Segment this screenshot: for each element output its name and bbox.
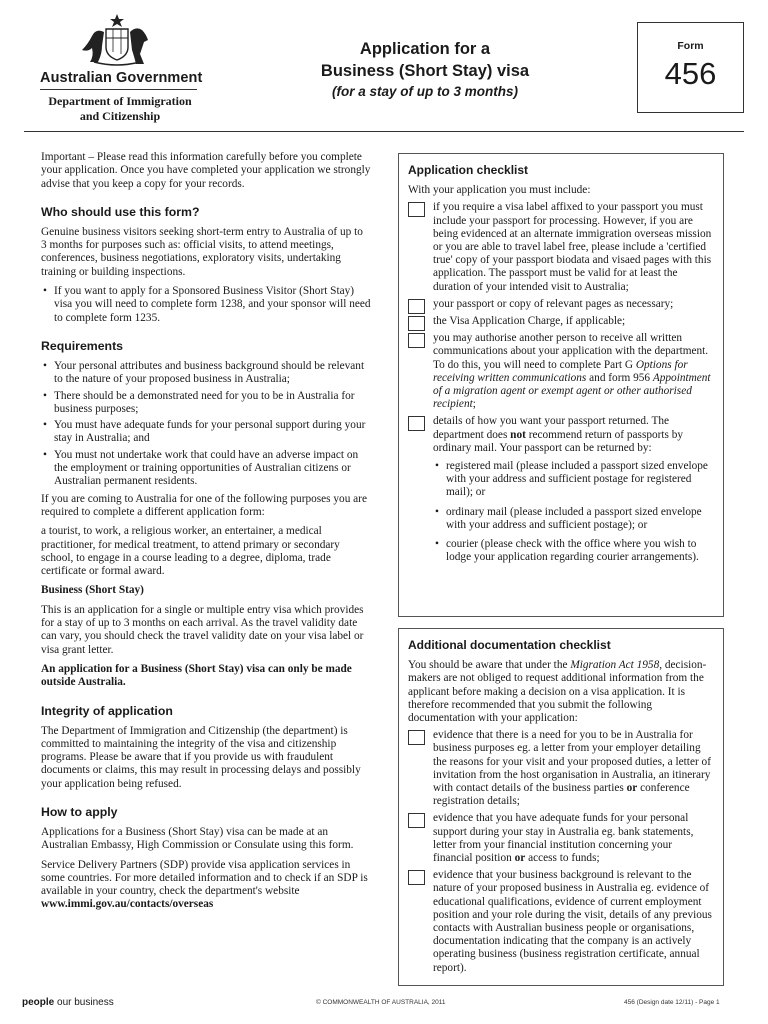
checklist-item-text: your passport or copy of relevant pages as necessary; [433,297,674,310]
business-short-stay-heading: Business (Short Stay) [41,584,144,597]
form-number: 456 [664,56,717,91]
checklist-item-text: and form 956 [586,371,653,384]
checklist-heading: Application checklist [408,163,529,177]
website-link[interactable]: www.immi.gov.au/contacts/overseas [41,898,214,911]
docs-heading: Additional documentation checklist [408,638,611,652]
list-item: • ordinary mail (please included a passport sized envelope with your address and sufficient postage); or [433,506,714,532]
information-column [41,151,371,918]
checklist-item-text: evidence that your business background is relevant to the nature of your proposed business in Australia eg. evidence of educational qualifications, evidence of current employment position and your role during the visit, details of any previous contacts with Australian business people or organisations, documentation indicating that the company is an actively operating business (business registration certificate, annual report). [433,869,712,974]
list-item: • If you want to apply for a Sponsored Business Visitor (Short Stay) visa you will need to complete form 1238, and your sponsor will need to complete form 1235. [41,285,371,325]
requirements-list [41,360,371,489]
docs-intro-text: You should be aware that under the [408,659,571,672]
docs-item-business-need [408,729,714,808]
emphasis-not: not [510,428,526,441]
list-item: • Your personal attributes and business background should be relevant to the nature of your proposed business in Australia; [41,360,371,387]
divider [40,89,197,90]
department-name: Department of Immigration and Citizenship [48,94,192,123]
form-header [0,0,768,140]
list-item: • You must not undertake work that could have an adverse impact on the employment or training opportunities of Australian citizens or Australian permanent residents. [41,449,371,489]
business-short-stay-text: This is an application for a single or multiple entry visa which provides for a stay of up to 3 months on each arrival. As the travel validity date can vary, you should check the travel validity date on your visa label or visa grant letter. [41,603,364,656]
checklist-item-text: conference registration details; [433,782,690,808]
brand-rest: our business [54,997,114,1008]
checkbox[interactable] [408,299,425,314]
integrity-heading: Integrity of application [41,703,173,718]
emphasis-or: or [626,782,638,795]
how-to-apply-text-1: Applications for a Business (Short Stay) visa can be made at an Australian Embassy, High Commission or Consulate using this form. [41,825,354,852]
docs-item-business-background [408,869,714,975]
important-notice: Important – Please read this information carefully before you complete your application. Once you have completed your application we strongly advise that you keep a copy for your records. [41,151,371,190]
list-item: • You must have adequate funds for your personal support during your stay in Australia; and [41,419,371,446]
checklist-item-passport [408,201,714,293]
form-title [280,38,570,102]
requirements-para-2: a tourist, to work, a religious worker, an entertainer, a medical practitioner, for medical treatment, to attend primary or secondary school, to engage in a course leading to a degree, diploma, trade certificate or formal award. [41,525,340,578]
header-divider [24,131,744,132]
checklist-item-passport-return [408,415,714,564]
checkbox[interactable] [408,813,425,828]
coat-of-arms-icon [78,12,156,70]
checklist-item-passport-copy [408,298,714,311]
government-name: Australian Government [40,70,203,86]
title-line-1: Application for a [359,40,491,58]
migration-act-title: Migration Act 1958 [570,659,660,672]
how-to-apply-text-2-body: Service Delivery Partners (SDP) provide visa application services in some countries. For more detailed information and to check if an SDP is available in your country, check the department's website [41,858,368,898]
requirements-para-1: If you are coming to Australia for one of the following purposes you are required to complete a different application form: [41,492,367,518]
application-checklist [398,153,724,617]
title-subtitle: (for a stay of up to 3 months) [331,84,518,99]
form-label: Form [677,40,704,52]
form-number-box [637,22,744,113]
docs-item-funds [408,812,714,865]
footer-copyright: © COMMONWEALTH OF AUSTRALIA, 2011 [316,999,446,1006]
checklist-item-text: recommend return of passports by ordinary mail. Your passport can be returned by: [433,428,684,454]
checklist-item-text: the Visa Application Charge, if applicable; [433,315,626,328]
return-options-list [433,460,714,564]
checklist-item-text: evidence that you have adequate funds for your personal support during your stay in Australia eg. bank statements, letter from your financial institution concerning your financial position [433,812,694,865]
docs-intro [408,659,714,725]
checkbox[interactable] [408,316,425,331]
form-956-title: Appointment of a migration agent or exempt agent or other authorised recipient [433,371,711,411]
checklist-item-text: details of how you want your passport returned. The department does [433,415,670,441]
checklist-item-text: access to funds; [525,852,600,865]
list-item: • There should be a demonstrated need for you to be in Australia for business purposes; [41,390,371,417]
integrity-text: The Department of Immigration and Citizenship (the department) is committed to maintaining the integrity of the visa and citizenship programs. Please be aware that if you provide us with fraudulent documents or claims, this may result in processing delays and possibly your application being refused. [41,724,361,790]
checkbox[interactable] [408,416,425,431]
outside-australia-notice: An application for a Business (Short Stay) visa can only be made outside Australia. [41,662,352,689]
docs-intro-text: , decision-makers are not obliged to request additional information from the applicant before making a decision on a visa application. It is therefore recommended that you submit the following documentation with your application: [408,659,707,725]
footer-page-info: 456 (Design date 12/11) - Page 1 [624,999,720,1006]
list-item: • courier (please check with the office where you wish to lodge your application regarding courier arrangements). [433,538,714,564]
how-to-apply-heading: How to apply [41,804,118,819]
how-to-apply-text-2 [41,859,371,912]
checklist-item-text: ; [472,398,476,411]
checklist-intro: With your application you must include: [408,184,591,197]
checklist-item-text: evidence that there is a need for you to be in Australia for business purposes eg. a letter from your employer detailing the reasons for your visit and your proposed duties, a letter of invitation from the host organisation in Australia, an itinerary with contact details of the business parties [433,729,711,795]
checklist-item-text: if you require a visa label affixed to your passport you must include your passport for processing. However, if you are being evidenced at an alternate immigration overseas mission or you are able to travel label free, please include a 'certified true' copy of your passport biodata and visaed pages with this application. The passport must be valid for at least the duration of your intended visit to Australia; [433,201,712,293]
checklist-item-authorise [408,332,714,411]
who-text: Genuine business visitors seeking short-term entry to Australia of up to 3 months for purposes such as: official visits, to attend meetings, conferences, business negotiations, exploratory visits, undertaking training or building inspections. [41,225,363,278]
footer-brand [22,997,114,1008]
checkbox[interactable] [408,870,425,885]
requirements-heading: Requirements [41,338,124,353]
additional-documentation-checklist [398,628,724,986]
checkbox[interactable] [408,730,425,745]
title-line-2: Business (Short Stay) visa [320,62,530,80]
checkbox[interactable] [408,202,425,217]
checklist-item-text: you may authorise another person to receive all written communications about your application with the department. To do this, you will need to complete Part G [433,332,709,371]
part-g-title: Options for receiving written communications [433,358,688,384]
who-heading: Who should use this form? [41,204,200,219]
list-item: • registered mail (please included a passport sized envelope with your address and sufficient postage for registered mail); or [433,460,714,500]
emphasis-or: or [514,852,526,865]
who-list [41,285,371,325]
checklist-item-visa-charge [408,315,714,328]
checkbox[interactable] [408,333,425,348]
brand-people: people [22,997,55,1008]
